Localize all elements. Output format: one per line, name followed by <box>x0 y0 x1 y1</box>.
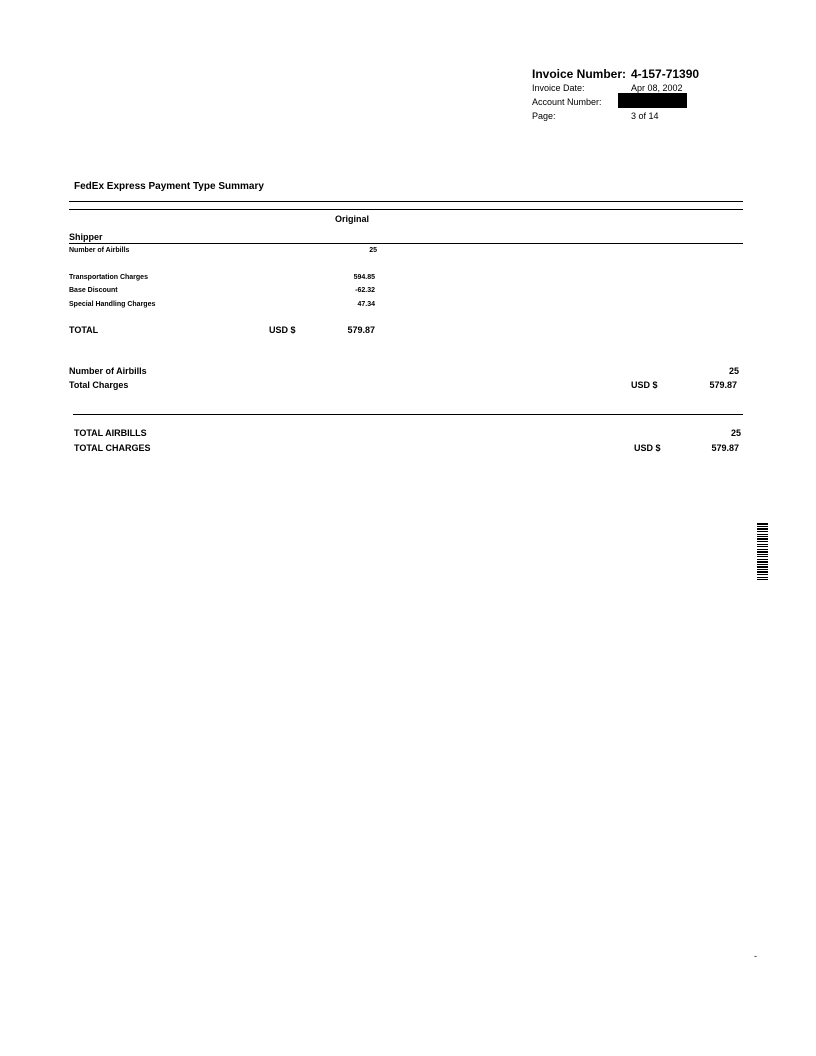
invoice-date-value: Apr 08, 2002 <box>631 83 683 93</box>
subtotal-charges-value: 579.87 <box>709 380 737 390</box>
account-number-label: Account Number: <box>532 97 602 107</box>
page-value: 3 of 14 <box>631 111 659 121</box>
row-value-base-discount: -62.32 <box>355 287 375 294</box>
row-value-airbills: 25 <box>369 247 377 254</box>
section-title: FedEx Express Payment Type Summary <box>74 181 264 192</box>
section-rule-second <box>69 209 743 210</box>
total-label: TOTAL <box>69 325 99 335</box>
page-label: Page: <box>532 111 556 121</box>
barcode-bar <box>757 579 768 580</box>
barcode-bar <box>757 536 768 537</box>
row-label-special-handling: Special Handling Charges <box>69 301 156 308</box>
barcode-bar <box>757 549 768 550</box>
subtotal-charges-currency: USD $ <box>631 380 658 390</box>
grand-airbills-label: TOTAL AIRBILLS <box>74 428 147 438</box>
barcode-bar <box>757 531 768 532</box>
invoice-number-value: 4-157-71390 <box>631 67 700 81</box>
group-label-shipper: Shipper <box>69 232 103 242</box>
barcode-bar <box>757 551 768 553</box>
row-label-transportation: Transportation Charges <box>69 274 148 281</box>
barcode-bar <box>757 544 768 545</box>
barcode-image <box>757 523 768 620</box>
barcode-bar <box>757 526 768 527</box>
barcode-bar <box>757 546 768 547</box>
invoice-date-label: Invoice Date: <box>532 83 585 93</box>
barcode-bar <box>757 564 768 565</box>
barcode-bar <box>757 559 768 560</box>
barcode-bar <box>757 541 768 542</box>
grand-total-rule <box>73 414 743 415</box>
footer-mark: - <box>754 951 757 961</box>
subtotal-charges-label: Total Charges <box>69 380 129 390</box>
subtotal-airbills-label: Number of Airbills <box>69 366 147 376</box>
barcode-bar <box>757 534 768 535</box>
invoice-number-label: Invoice Number: <box>532 67 627 81</box>
account-number-redaction <box>618 93 687 108</box>
barcode-bar <box>757 538 768 540</box>
barcode-bar <box>757 528 768 530</box>
barcode-bar <box>757 561 768 563</box>
subtotal-airbills-value: 25 <box>728 366 739 376</box>
barcode-bar <box>757 554 768 555</box>
total-currency: USD $ <box>269 325 296 335</box>
barcode-bar <box>757 556 768 557</box>
barcode-bar <box>757 523 768 525</box>
barcode-bar <box>757 566 768 568</box>
row-value-transportation: 594.85 <box>353 274 375 281</box>
barcode-bar <box>757 569 768 570</box>
column-header-original: Original <box>335 214 370 224</box>
grand-airbills-value: 25 <box>730 428 741 438</box>
row-value-special-handling: 47.34 <box>357 301 375 308</box>
barcode-bar <box>757 571 768 573</box>
total-value: 579.87 <box>347 325 375 335</box>
group-rule <box>69 243 743 244</box>
grand-charges-value: 579.87 <box>711 443 739 453</box>
barcode-bar <box>757 574 768 575</box>
grand-charges-label: TOTAL CHARGES <box>74 443 151 453</box>
barcode-bar <box>757 577 768 578</box>
section-rule-top <box>69 201 743 202</box>
row-label-airbills: Number of Airbills <box>69 247 130 254</box>
grand-charges-currency: USD $ <box>634 443 661 453</box>
row-label-base-discount: Base Discount <box>69 287 118 294</box>
